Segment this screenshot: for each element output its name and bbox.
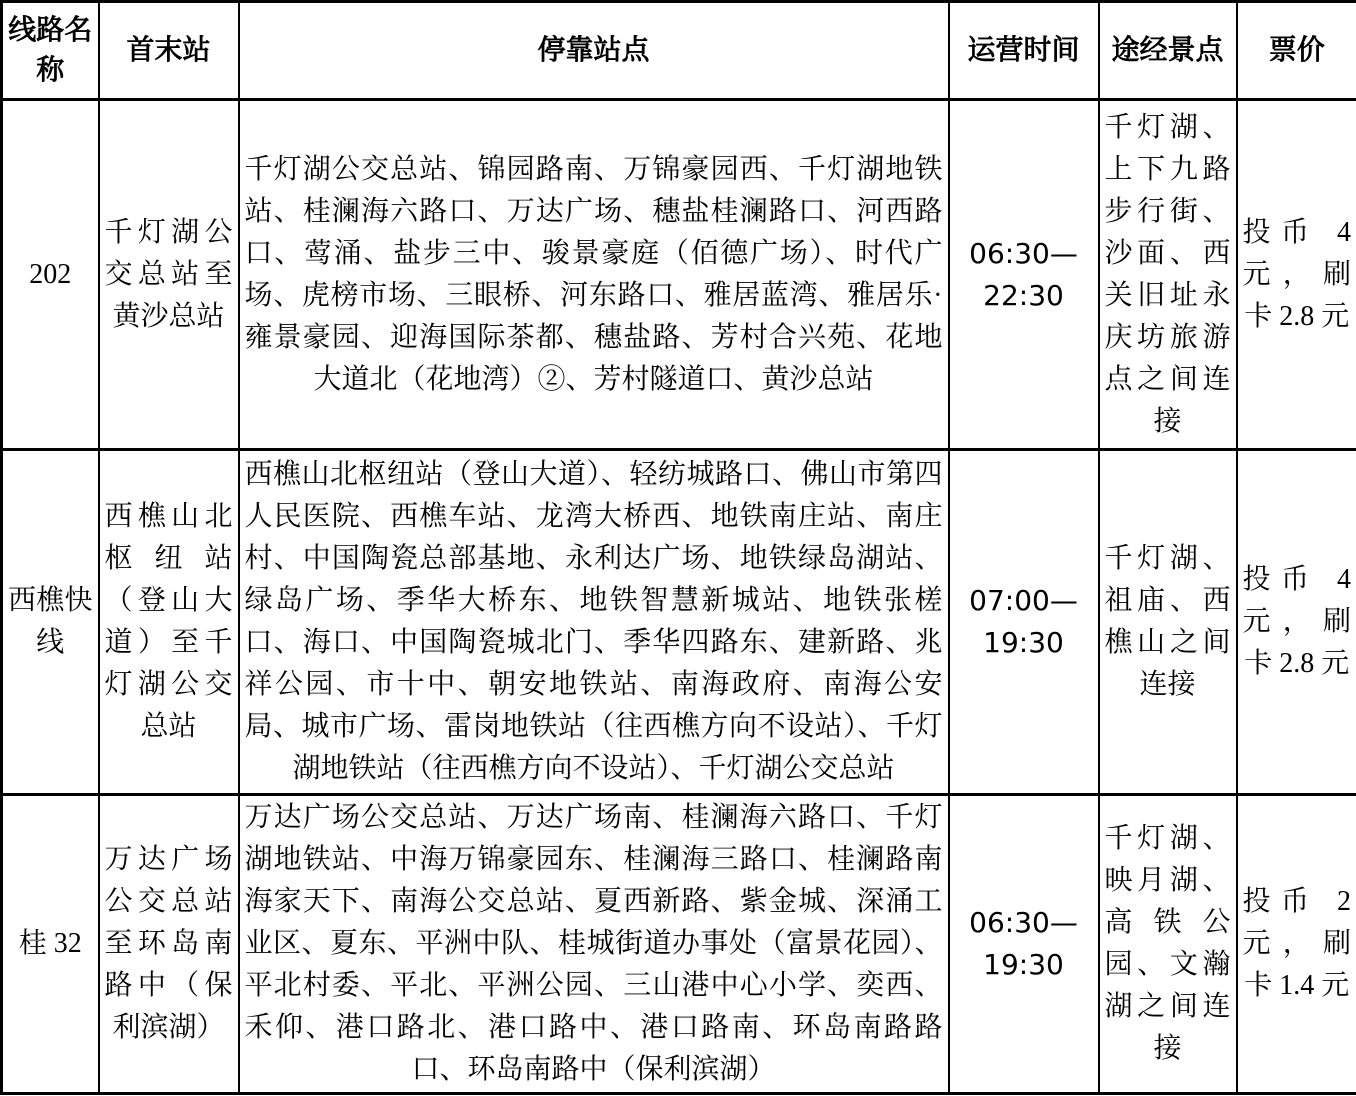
table-row-gui32: [2, 795, 1356, 1094]
header-terminals: 首末站: [99, 2, 239, 100]
cell-stops-gui32: 万达广场公交总站、万达广场南、桂澜海六路口、千灯湖地铁站、中海万锦豪园东、桂澜海三路口、桂澜路南海家天下、南海公交总站、夏西新路、紫金城、深涌工业区、夏东、平洲中队、桂城街道办事处（富景花园）、平北村委、平北、平洲公园、三山港中心小学、奕西、禾仰、港口路北、港口路中、港口路南、环岛南路路口、环岛南路中（保利滨湖）: [239, 795, 949, 1094]
cell-route-202: 202: [2, 100, 99, 450]
cell-route-xiqiao-express: 西樵快线: [2, 450, 99, 795]
table-header-row: [2, 2, 1356, 100]
cell-attractions-202: 千灯湖、上下九路步行街、沙面、西关旧址永庆坊旅游点之间连接: [1099, 100, 1237, 450]
cell-terminals-gui32: 万达广场公交总站至环岛南路中（保利滨湖）: [99, 795, 239, 1094]
cell-attractions-gui32: 千灯湖、映月湖、高铁公园、文瀚湖之间连接: [1099, 795, 1237, 1094]
cell-hours-gui32: 06:30—19:30: [949, 795, 1099, 1094]
cell-stops-202: 千灯湖公交总站、锦园路南、万锦豪园西、千灯湖地铁站、桂澜海六路口、万达广场、穗盐桂澜路口、河西路口、莺涌、盐步三中、骏景豪庭（佰德广场）、时代广场、虎榜市场、三眼桥、河东路口、雅居蓝湾、雅居乐·雍景豪园、迎海国际茶都、穗盐路、芳村合兴苑、花地大道北（花地湾）②、芳村隧道口、黄沙总站: [239, 100, 949, 450]
cell-hours-xiqiao-express: 07:00—19:30: [949, 450, 1099, 795]
cell-fare-gui32: 投币 2 元，刷卡 1.4 元: [1237, 795, 1356, 1094]
header-stops: 停靠站点: [239, 2, 949, 100]
cell-fare-202: 投币 4 元，刷卡 2.8 元: [1237, 100, 1356, 450]
table-row-202: [2, 100, 1356, 450]
cell-terminals-xiqiao-express: 西樵山北枢纽站（登山大道）至千灯湖公交总站: [99, 450, 239, 795]
header-hours: 运营时间: [949, 2, 1099, 100]
cell-hours-202: 06:30—22:30: [949, 100, 1099, 450]
cell-fare-xiqiao-express: 投币 4 元，刷卡 2.8 元: [1237, 450, 1356, 795]
table-row-xiqiao-express: [2, 450, 1356, 795]
cell-terminals-202: 千灯湖公交总站至黄沙总站: [99, 100, 239, 450]
cell-route-gui32: 桂 32: [2, 795, 99, 1094]
cell-attractions-xiqiao-express: 千灯湖、祖庙、西樵山之间连接: [1099, 450, 1237, 795]
header-fare: 票价: [1237, 2, 1356, 100]
cell-stops-xiqiao-express: 西樵山北枢纽站（登山大道）、轻纺城路口、佛山市第四人民医院、西樵车站、龙湾大桥西、地铁南庄站、南庄村、中国陶瓷总部基地、永利达广场、地铁绿岛湖站、绿岛广场、季华大桥东、地铁智慧新城站、地铁张槎口、海口、中国陶瓷城北门、季华四路东、建新路、兆祥公园、市十中、朝安地铁站、南海政府、南海公安局、城市广场、雷岗地铁站（往西樵方向不设站）、千灯湖地铁站（往西樵方向不设站）、千灯湖公交总站: [239, 450, 949, 795]
header-attractions: 途经景点: [1099, 2, 1237, 100]
header-route-name: 线路名称: [2, 2, 99, 100]
